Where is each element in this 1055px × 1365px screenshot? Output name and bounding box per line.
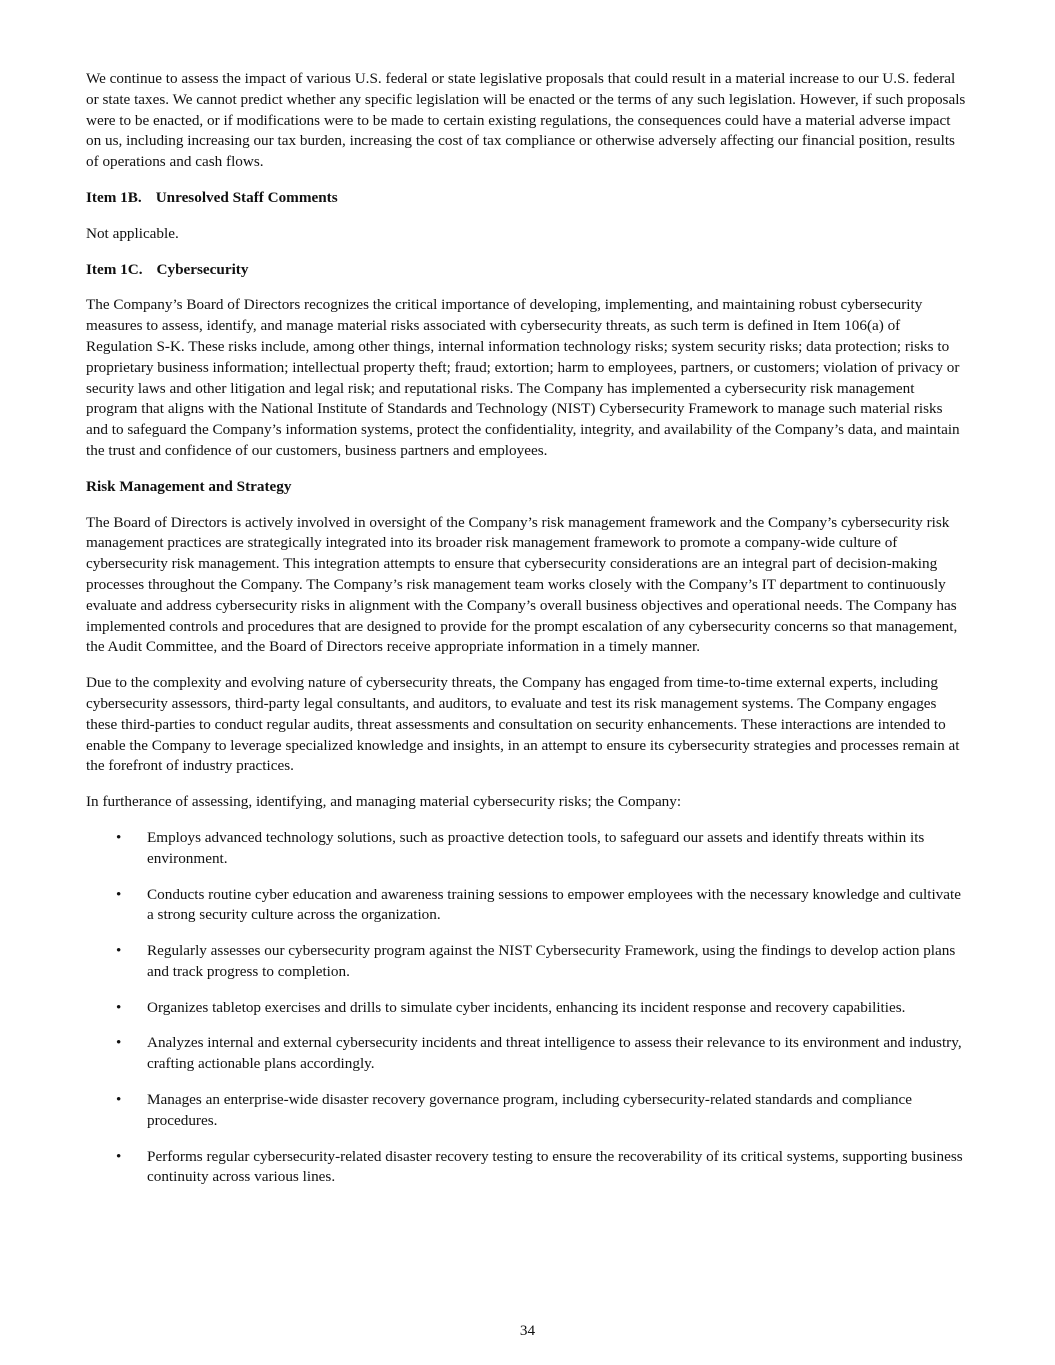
- risk-management-heading: Risk Management and Strategy: [86, 477, 292, 495]
- document-page: [86, 69, 966, 1203]
- risk-management-paragraph-2: Due to the complexity and evolving nature of cybersecurity threats, the Company has engaged from time-to-time external experts, including cybersecurity assessors, third-party legal consultants, and auditors, to evaluate and test its risk management systems. The Company engages these third-parties to conduct regular audits, threat assessments and consultation on security enhancements. These interactions are intended to enable the Company to leverage specialized knowledge and insights, in an attempt to ensure its cybersecurity strategies and processes remain at the forefront of industry practices.: [86, 674, 960, 775]
- bullet-icon: •: [116, 885, 122, 903]
- list-item-text: Organizes tabletop exercises and drills to simulate cyber incidents, enhancing its incident response and recovery capabilities.: [147, 998, 906, 1016]
- list-item: [86, 998, 966, 1019]
- list-item-text: Performs regular cybersecurity-related disaster recovery testing to ensure the recoverability of its critical systems, supporting business continuity across various lines.: [147, 1147, 963, 1186]
- item-1c-body: The Company’s Board of Directors recognizes the critical importance of developing, implementing, and maintaining robust cybersecurity measures to assess, identify, and manage material risks associated with cybersecurity threats, as such term is defined in Item 106(a) of Regulation S-K. These risks include, among other things, internal information technology risks; system security risks; data protection; risks to proprietary business information; intellectual property theft; fraud; extortion; harm to employees, partners, or customers; violation of privacy or security laws and other litigation and legal risk; and reputational risks. The Company has implemented a cybersecurity risk management program that aligns with the National Institute of Standards and Technology (NIST) Cybersecurity Framework to manage such material risks and to safeguard the Company’s information systems, protect the confidentiality, integrity, and availability of the Company’s data, and maintain the trust and confidence of our customers, business partners and employees.: [86, 296, 960, 459]
- risk-management-paragraph-3: In furtherance of assessing, identifying, and managing material cybersecurity risks; the Company:: [86, 793, 682, 811]
- bullet-icon: •: [116, 1091, 122, 1109]
- list-item: [86, 1090, 966, 1132]
- bullet-icon: •: [116, 828, 122, 846]
- item-1b-number: Item 1B.: [86, 188, 142, 206]
- list-item-text: Regularly assesses our cybersecurity program against the NIST Cybersecurity Framework, using the findings to develop action plans and track progress to completion.: [147, 942, 956, 980]
- list-item-text: Employs advanced technology solutions, such as proactive detection tools, to safeguard our assets and identify threats within its environment.: [147, 828, 925, 867]
- cybersecurity-bullet-list: [86, 828, 966, 1188]
- list-item: [86, 941, 966, 983]
- list-item-text: Conducts routine cyber education and awareness training sessions to empower employees with the necessary knowledge and cultivate a strong security culture across the organization.: [147, 885, 961, 924]
- item-1c-heading: [86, 260, 966, 281]
- list-item: [86, 828, 966, 870]
- item-1b-body: Not applicable.: [86, 224, 179, 242]
- item-1c-title: Cybersecurity: [156, 260, 249, 278]
- bullet-icon: •: [116, 998, 122, 1016]
- list-item: [86, 885, 966, 927]
- page-number: 34: [519, 1322, 536, 1339]
- risk-management-paragraph-1: The Board of Directors is actively involved in oversight of the Company’s risk management framework and the Company’s cybersecurity risk management practices are strategically integrated into its broader risk management framework to promote a company-wide culture of cybersecurity risk management. This integration attempts to ensure that cybersecurity considerations are an integral part of decision-making processes throughout the Company. The Company’s risk management team works closely with the Company’s IT department to continuously evaluate and address cybersecurity risks in alignment with the Company’s overall business objectives and operational needs. The Company has implemented controls and procedures that are designed to provide for the prompt escalation of any cybersecurity concerns so that management, the Audit Committee, and the Board of Directors receive appropriate information in a timely manner.: [86, 513, 958, 656]
- list-item-text: Manages an enterprise-wide disaster recovery governance program, including cybersecurity-related standards and compliance procedures.: [147, 1091, 912, 1129]
- item-1b-heading: [86, 188, 966, 209]
- list-item: [86, 1147, 966, 1189]
- item-1c-number: Item 1C.: [86, 260, 143, 278]
- bullet-icon: •: [116, 1034, 122, 1052]
- bullet-icon: •: [116, 942, 122, 960]
- item-1b-title: Unresolved Staff Comments: [155, 188, 338, 206]
- list-item-text: Analyzes internal and external cybersecurity incidents and threat intelligence to assess their relevance to its environment and industry, crafting actionable plans accordingly.: [147, 1034, 962, 1073]
- intro-paragraph: We continue to assess the impact of various U.S. federal or state legislative proposals that could result in a material increase to our U.S. federal or state taxes. We cannot predict whether any specific legislation will be enacted or the terms of any such legislation. However, if such proposals were to be enacted, or if modifications were to be made to certain existing regulations, the consequences could have a material adverse impact on us, including increasing our tax burden, increasing the cost of tax compliance or otherwise adversely affecting our financial position, results of operations and cash flows.: [86, 70, 966, 171]
- list-item: [86, 1033, 966, 1075]
- bullet-icon: •: [116, 1147, 122, 1165]
